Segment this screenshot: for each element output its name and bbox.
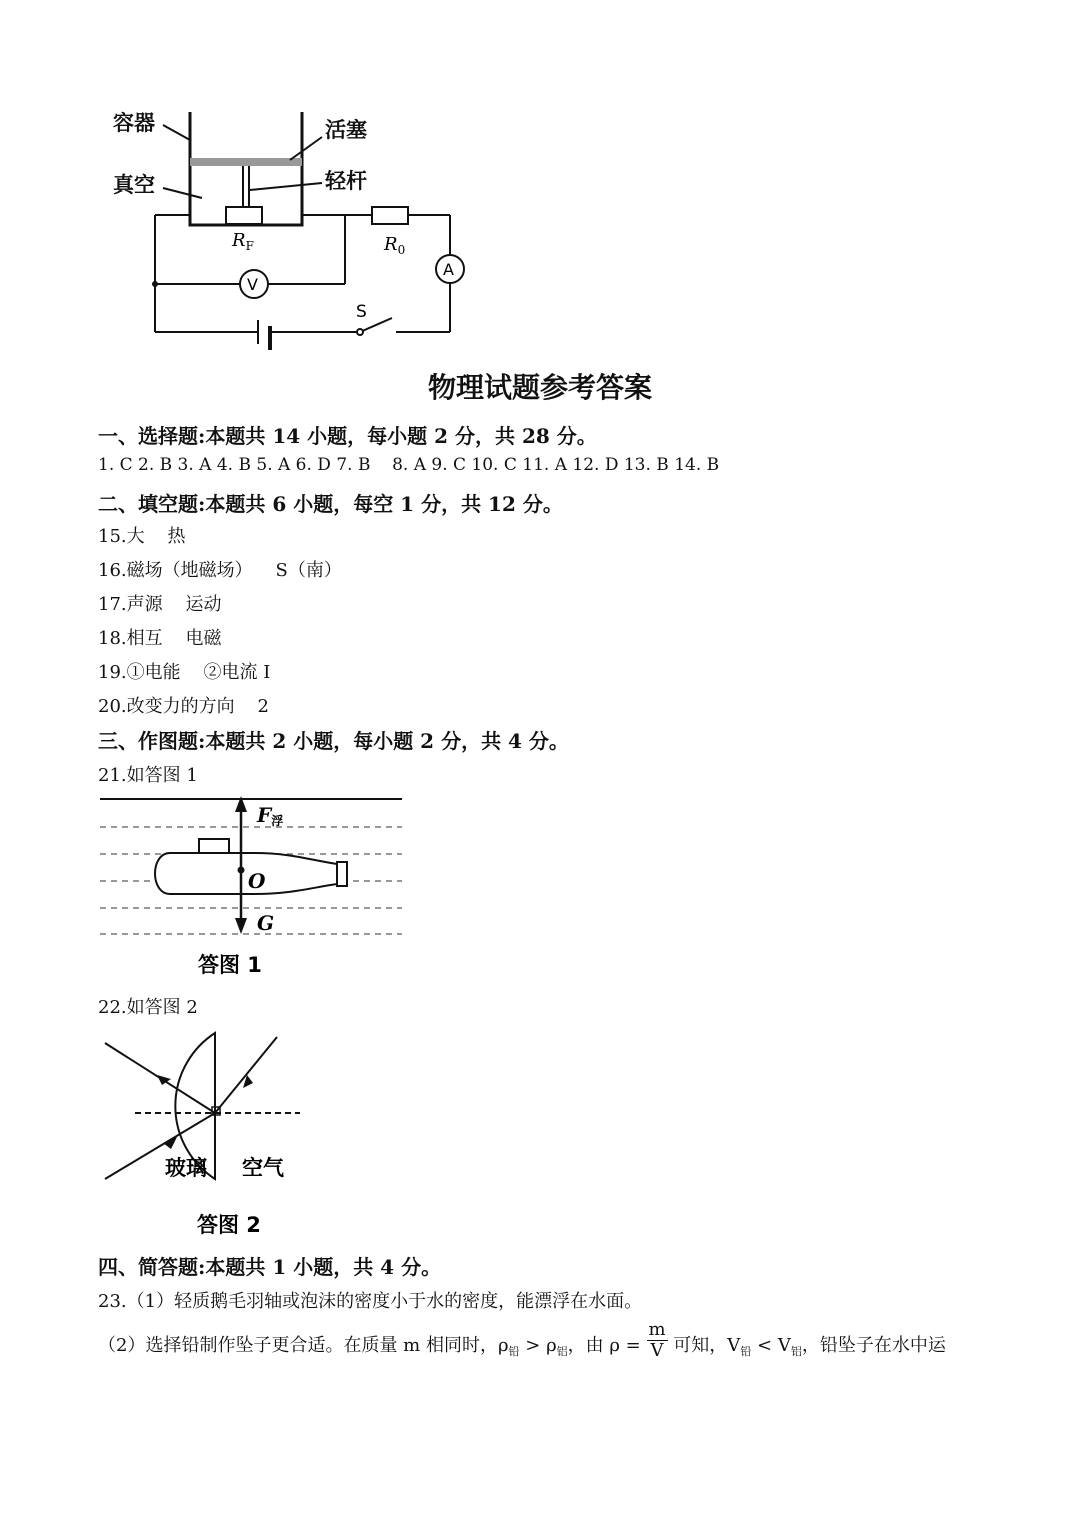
section-3-heading: 三、作图题:本题共 2 小题，每小题 2 分，共 4 分。 — [98, 729, 569, 753]
label-rf: $R_F$ — [232, 230, 254, 253]
ammeter-label: A — [443, 260, 454, 279]
section-2-heading: 二、填空题:本题共 6 小题，每空 1 分，共 12 分。 — [98, 492, 563, 516]
air-label: 空气 — [242, 1156, 284, 1180]
answer-16: 16.磁场（地磁场） S（南） — [98, 560, 342, 581]
section-1-heading: 一、选择题:本题共 14 小题，每小题 2 分，共 28 分。 — [98, 424, 597, 448]
circuit-diagram — [0, 0, 520, 360]
section-4-heading: 四、简答题:本题共 1 小题，共 4 分。 — [98, 1255, 442, 1279]
label-container: 容器 — [113, 111, 155, 135]
answer-21: 21.如答图 1 — [98, 765, 198, 786]
section-1-answers: 1. C 2. B 3. A 4. B 5. A 6. D 7. B 8. A 9. C 10. C 11. A 12. D 13. B 14. B — [98, 455, 720, 475]
page-title: 物理试题参考答案 — [427, 371, 652, 404]
answer-17: 17.声源 运动 — [98, 594, 222, 615]
answer-18: 18.相互 电磁 — [98, 628, 222, 649]
figure-2-caption: 答图 2 — [197, 1213, 261, 1237]
figure-1-caption: 答图 1 — [198, 953, 262, 977]
label-r0: $R_0$ — [384, 234, 406, 257]
answer-20: 20.改变力的方向 2 — [98, 696, 269, 717]
piston — [190, 158, 302, 166]
answer-22: 22.如答图 2 — [98, 997, 198, 1018]
answer-figure-1 — [95, 790, 415, 985]
label-piston: 活塞 — [325, 118, 367, 142]
switch-label: S — [356, 302, 367, 322]
label-vacuum: 真空 — [113, 173, 155, 197]
answer-23-part-2: （2）选择铅制作坠子更合适。在质量 m 相同时，$\rho_铅 > \rho_铝$，由 ρ = $\frac{m}{V}$ 可知，$V_铅 < V_铝$，铅坠子在水中运 — [98, 1318, 946, 1361]
answer-figure-2 — [95, 1025, 315, 1245]
voltmeter-label: V — [247, 275, 258, 294]
answer-15: 15.大 热 — [98, 526, 186, 547]
gravity-label: G — [257, 911, 275, 935]
arrow-down-icon — [235, 918, 247, 934]
glass-label: 玻璃 — [165, 1156, 207, 1180]
force-buoyancy-label: F浮 — [257, 803, 284, 828]
center-label: O — [248, 869, 266, 893]
answer-23-part-1: 23.（1）轻质鹅毛羽轴或泡沫的密度小于水的密度，能漂浮在水面。 — [98, 1291, 643, 1312]
answer-19: 19.①电能 ②电流 I — [98, 662, 271, 683]
label-rod: 轻杆 — [325, 169, 367, 193]
